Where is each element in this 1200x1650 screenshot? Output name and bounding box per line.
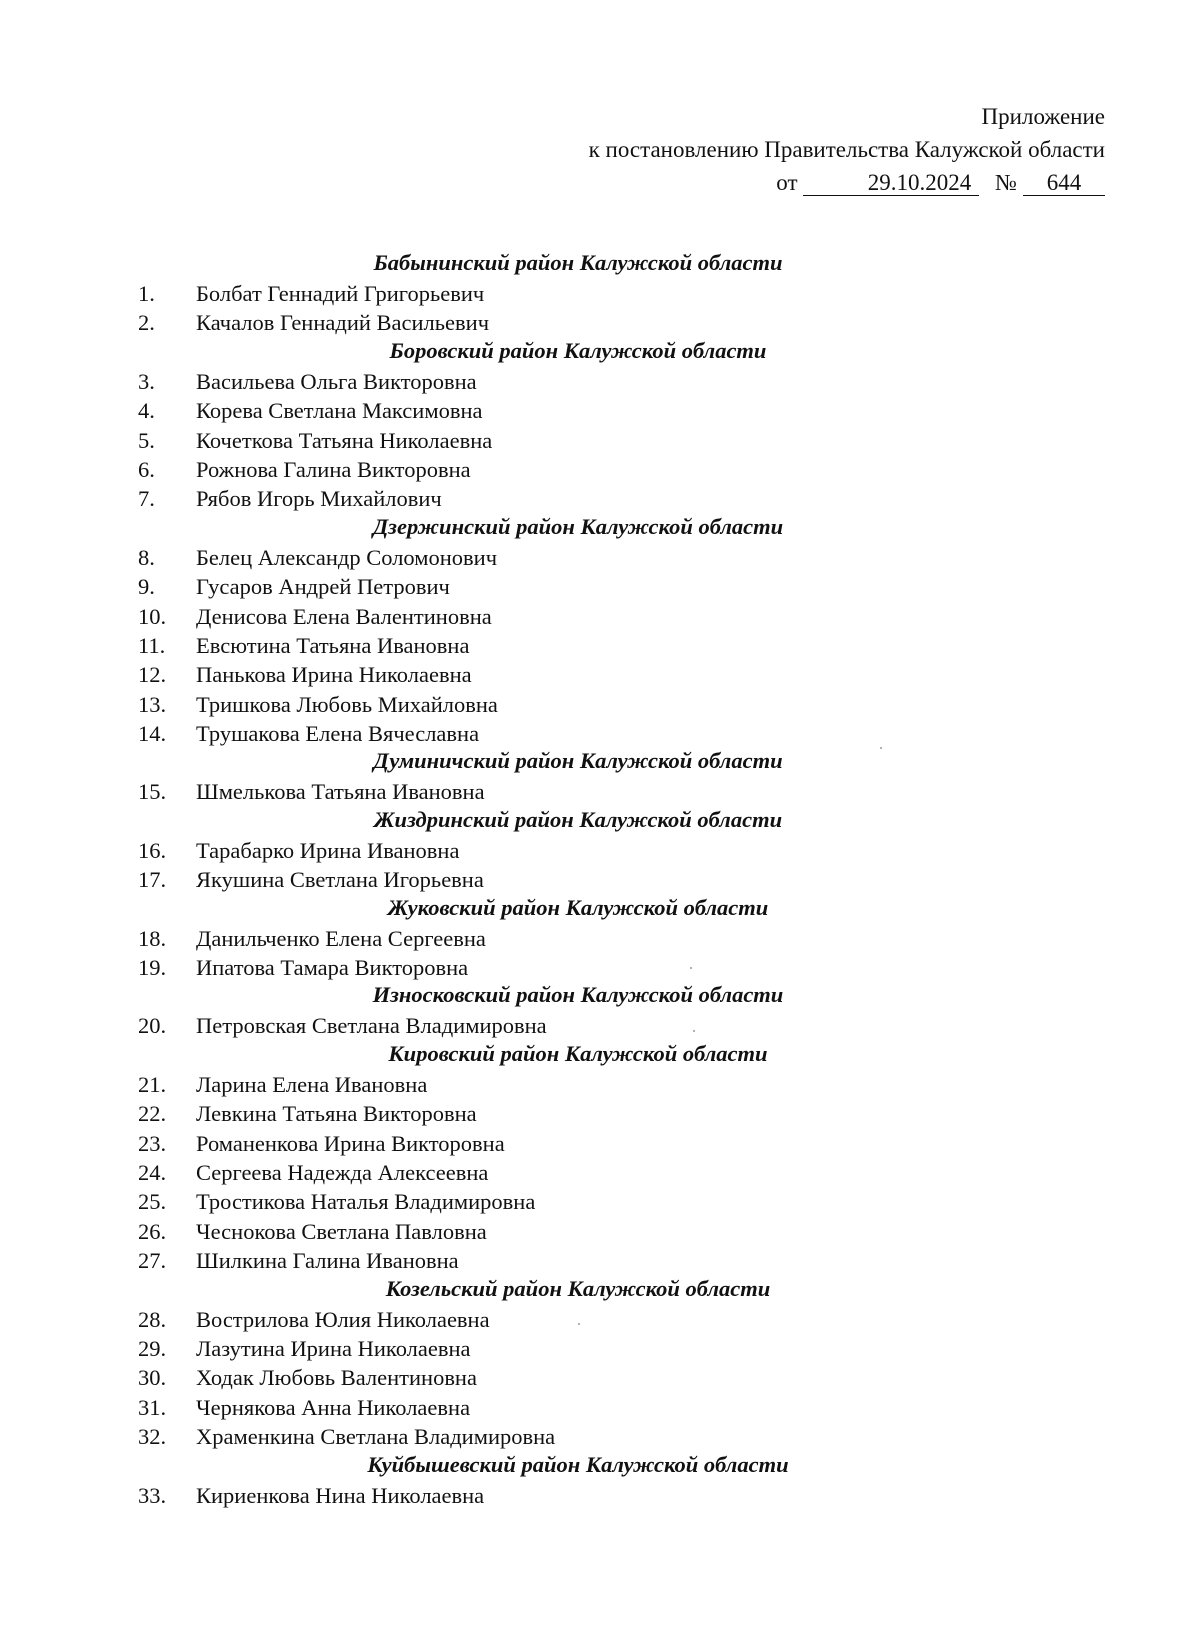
- list-item-name: Тростикова Наталья Владимировна: [196, 1189, 536, 1215]
- list-item-number: 31.: [138, 1394, 167, 1420]
- list-item-name: Трушакова Елена Вячеславна: [196, 721, 480, 747]
- resolution-number: 644: [1023, 171, 1105, 196]
- list-item-number: 8.: [138, 544, 155, 570]
- list-item: [138, 1070, 958, 1099]
- list-item-number: 12.: [138, 662, 167, 688]
- list-item: [138, 1334, 958, 1363]
- list-item-name: Шилкина Галина Ивановна: [196, 1248, 459, 1274]
- list-item-name: Чернякова Анна Николаевна: [196, 1394, 471, 1420]
- list-item-name: Кочеткова Татьяна Николаевна: [196, 427, 493, 453]
- list-item-number: 20.: [138, 1013, 167, 1039]
- list-item-name: Храменкина Светлана Владимировна: [196, 1424, 556, 1450]
- list-item-number: 29.: [138, 1335, 167, 1361]
- appendix-title: Приложение: [981, 104, 1105, 129]
- persons-list: [138, 250, 958, 1510]
- list-item-number: 27.: [138, 1248, 167, 1274]
- list-item-name: Шмелькова Татьяна Ивановна: [196, 779, 485, 805]
- list-item: [138, 631, 958, 660]
- date-prefix: от: [776, 170, 798, 195]
- list-item-name: Гусаров Андрей Петрович: [196, 574, 450, 600]
- list-item: [138, 279, 958, 308]
- list-item-name: Денисова Елена Валентиновна: [196, 603, 492, 629]
- list-item: [138, 572, 958, 601]
- list-item-name: Качалов Геннадий Васильевич: [196, 310, 490, 336]
- list-item-name: Рожнова Галина Викторовна: [196, 456, 471, 482]
- list-item-number: 21.: [138, 1071, 167, 1097]
- list-item-number: 15.: [138, 779, 167, 805]
- list-item: [138, 1099, 958, 1128]
- list-item-name: Ходак Любовь Валентиновна: [196, 1365, 477, 1391]
- list-item-number: 7.: [138, 486, 155, 512]
- list-item-number: 9.: [138, 574, 155, 600]
- list-item: [138, 484, 958, 513]
- district-heading: Дзержинский район Калужской области: [372, 513, 784, 539]
- scan-speck: [880, 747, 882, 749]
- scan-speck: [693, 1030, 695, 1032]
- district-heading: Бабынинский район Калужской области: [373, 250, 783, 275]
- list-item-name: Ипатова Тамара Викторовна: [196, 955, 469, 981]
- list-item-number: 4.: [138, 398, 155, 424]
- list-item-number: 25.: [138, 1189, 167, 1215]
- list-item: [138, 426, 958, 455]
- list-item-number: 23.: [138, 1130, 167, 1156]
- scan-speck: [578, 1323, 580, 1325]
- list-item-number: 22.: [138, 1101, 167, 1127]
- appendix-reference: к постановлению Правительства Калужской области: [588, 137, 1105, 162]
- list-item-number: 16.: [138, 837, 167, 863]
- list-item: [138, 690, 958, 719]
- list-item: [138, 602, 958, 631]
- list-item: [138, 367, 958, 396]
- list-item-name: Вострилова Юлия Николаевна: [196, 1306, 490, 1332]
- list-item-name: Романенкова Ирина Викторовна: [196, 1130, 505, 1156]
- list-item-number: 14.: [138, 721, 167, 747]
- list-item: [138, 1187, 958, 1216]
- list-item-number: 5.: [138, 427, 155, 453]
- appendix-header: [465, 100, 1105, 199]
- list-item-name: Евсютина Татьяна Ивановна: [196, 632, 470, 658]
- district-heading: Жуковский район Калужской области: [387, 894, 769, 920]
- list-item-name: Васильева Ольга Викторовна: [196, 368, 477, 394]
- list-item-number: 26.: [138, 1218, 167, 1244]
- list-item: [138, 719, 958, 748]
- list-item-name: Якушина Светлана Игорьевна: [196, 867, 484, 893]
- list-item: [138, 953, 958, 982]
- list-item-number: 6.: [138, 456, 155, 482]
- list-item-number: 3.: [138, 368, 155, 394]
- list-item-number: 24.: [138, 1159, 167, 1185]
- list-item-name: Тришкова Любовь Михайловна: [196, 691, 498, 717]
- list-item-name: Корева Светлана Максимовна: [196, 398, 483, 424]
- scan-speck: [690, 967, 692, 969]
- district-heading: Козельский район Калужской области: [385, 1275, 771, 1301]
- list-item-number: 10.: [138, 603, 167, 629]
- list-item-name: Левкина Татьяна Викторовна: [196, 1101, 477, 1127]
- district-heading: Куйбышевский район Калужской области: [367, 1451, 789, 1477]
- list-item-name: Рябов Игорь Михайлович: [196, 486, 442, 512]
- list-item: [138, 1129, 958, 1158]
- list-item-number: 30.: [138, 1365, 167, 1391]
- list-item: [138, 1305, 958, 1334]
- list-item: [138, 1363, 958, 1392]
- list-item: [138, 1481, 958, 1510]
- district-heading: Износковский район Калужской области: [372, 982, 784, 1008]
- list-item: [138, 865, 958, 894]
- list-item-name: Данильченко Елена Сергеевна: [196, 925, 486, 951]
- list-item-number: 19.: [138, 955, 167, 981]
- list-item-name: Ларина Елена Ивановна: [196, 1071, 428, 1097]
- list-item: [138, 660, 958, 689]
- list-item: [138, 543, 958, 572]
- list-item-number: 17.: [138, 867, 167, 893]
- list-item: [138, 1011, 958, 1040]
- list-item-number: 18.: [138, 925, 167, 951]
- list-item-number: 33.: [138, 1482, 167, 1508]
- list-item-number: 2.: [138, 310, 155, 336]
- list-item: [138, 1422, 958, 1451]
- list-item: [138, 924, 958, 953]
- list-item: [138, 308, 958, 337]
- list-item-number: 13.: [138, 691, 167, 717]
- district-heading: Жиздринский район Калужской области: [373, 806, 783, 832]
- district-heading: Думиничский район Калужской области: [373, 748, 783, 774]
- list-item-name: Лазутина Ирина Николаевна: [196, 1335, 471, 1361]
- list-item: [138, 836, 958, 865]
- district-heading: Боровский район Калужской области: [389, 337, 767, 363]
- list-item-name: Белец Александр Соломонович: [196, 544, 498, 570]
- list-item: [138, 1246, 958, 1275]
- list-item-name: Петровская Светлана Владимировна: [196, 1013, 547, 1039]
- list-item: [138, 455, 958, 484]
- resolution-date: 29.10.2024: [803, 171, 979, 196]
- list-item-number: 11.: [138, 632, 166, 658]
- list-item-name: Тарабарко Ирина Ивановна: [196, 837, 460, 863]
- appendix-date-line: [465, 166, 1105, 199]
- list-item-name: Панькова Ирина Николаевна: [196, 662, 472, 688]
- list-item: [138, 777, 958, 806]
- list-item-number: 32.: [138, 1424, 167, 1450]
- list-item-name: Кириенкова Нина Николаевна: [196, 1482, 485, 1508]
- list-item-name: Сергеева Надежда Алексеевна: [196, 1159, 489, 1185]
- list-item: [138, 1158, 958, 1187]
- list-item-number: 28.: [138, 1306, 167, 1332]
- district-heading: Кировский район Калужской области: [388, 1040, 768, 1066]
- list-item: [138, 396, 958, 425]
- list-item: [138, 1217, 958, 1246]
- list-item-number: 1.: [138, 281, 155, 306]
- list-item: [138, 1393, 958, 1422]
- number-sign: №: [995, 170, 1017, 195]
- list-item-name: Чеснокова Светлана Павловна: [196, 1218, 487, 1244]
- list-item-name: Болбат Геннадий Григорьевич: [196, 281, 485, 306]
